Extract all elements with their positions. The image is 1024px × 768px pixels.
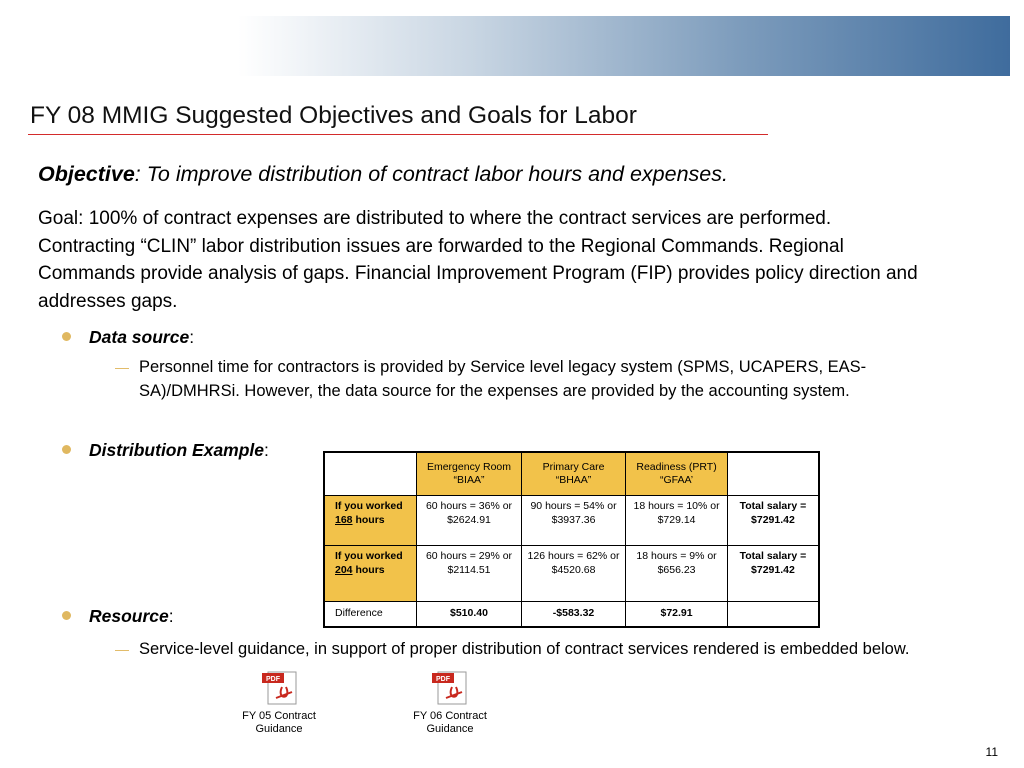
row-label-hours: 168 bbox=[335, 513, 353, 526]
dash-icon: — bbox=[115, 641, 129, 657]
table-header-cell bbox=[727, 452, 819, 496]
bullet-data-source bbox=[62, 327, 194, 348]
row-label-text: hours bbox=[352, 513, 385, 526]
header-gradient-band bbox=[238, 16, 1010, 76]
bullet-resource bbox=[62, 606, 174, 627]
colon: : bbox=[168, 606, 174, 626]
row-label bbox=[324, 496, 417, 546]
bullet-dot-icon bbox=[62, 611, 71, 620]
svg-text:PDF: PDF bbox=[266, 676, 280, 683]
row-label-text: hours bbox=[352, 563, 385, 576]
sub-bullet-data-source bbox=[115, 356, 955, 403]
resource-label: Resource bbox=[89, 606, 169, 626]
table-cell: -$583.32 bbox=[521, 602, 625, 628]
table-cell: $72.91 bbox=[626, 602, 728, 628]
table-cell: $510.40 bbox=[417, 602, 522, 628]
table-header-cell bbox=[324, 452, 417, 496]
data-source-text: Personnel time for contractors is provided by Service level legacy system (SPMS, UCAPERS, EAS-SA)/DMHRSi. However, the data source for the expenses are provided by the accounting system. bbox=[139, 358, 867, 400]
table-total-cell: Total salary = $7291.42 bbox=[727, 496, 819, 546]
colon: : bbox=[264, 440, 269, 460]
bullet-dot-icon bbox=[62, 332, 71, 341]
resource-text: Service-level guidance, in support of proper distribution of contract services rendered is embedded below. bbox=[139, 640, 910, 658]
table-cell: 126 hours = 62% or $4520.68 bbox=[521, 546, 625, 602]
table-cell: 60 hours = 36% or $2624.91 bbox=[417, 496, 522, 546]
page-number: 11 bbox=[985, 745, 998, 759]
objective-text: : To improve distribution of contract labor hours and expenses. bbox=[134, 162, 728, 186]
table-cell: 60 hours = 29% or $2114.51 bbox=[417, 546, 522, 602]
attachment-caption[interactable]: FY 06 Contract Guidance bbox=[413, 710, 487, 735]
table-total-cell: Total salary = $7291.42 bbox=[727, 546, 819, 602]
slide-title: FY 08 MMIG Suggested Objectives and Goals for Labor bbox=[30, 102, 637, 129]
distribution-table bbox=[323, 451, 820, 628]
sub-bullet-resource bbox=[115, 638, 935, 662]
goal-paragraph: Goal: 100% of contract expenses are distributed to where the contract services are performed. Contracting “CLIN” labor distribution issues are forwarded to the Regional Commands. Regional Commands provide analysis of gaps. Financial Improvement Program (FIP) provides policy direction and addresses gaps. bbox=[38, 208, 918, 312]
objective-label: Objective bbox=[38, 162, 135, 186]
row-label bbox=[324, 546, 417, 602]
table-row bbox=[324, 546, 819, 602]
pdf-icon[interactable] bbox=[432, 670, 470, 706]
row-label-text: If you worked bbox=[335, 550, 403, 562]
table-cell: 18 hours = 10% or $729.14 bbox=[626, 496, 728, 546]
table-cell: 18 hours = 9% or $656.23 bbox=[626, 546, 728, 602]
table-header-cell: Primary Care “BHAA” bbox=[521, 452, 625, 496]
objective-line bbox=[38, 162, 728, 187]
table-header-cell: Emergency Room “BIAA” bbox=[417, 452, 522, 496]
table-row bbox=[324, 496, 819, 546]
attachment-caption[interactable]: FY 05 Contract Guidance bbox=[242, 710, 316, 735]
title-underline bbox=[28, 134, 768, 135]
bullet-distribution-example bbox=[62, 440, 269, 461]
row-label-hours: 204 bbox=[335, 563, 353, 576]
table-cell bbox=[727, 602, 819, 628]
pdf-icon[interactable] bbox=[262, 670, 300, 706]
difference-label: Difference bbox=[324, 602, 417, 628]
table-cell: 90 hours = 54% or $3937.36 bbox=[521, 496, 625, 546]
bullet-dot-icon bbox=[62, 445, 71, 454]
table-header-cell: Readiness (PRT) “GFAA’ bbox=[626, 452, 728, 496]
dash-icon: — bbox=[115, 359, 129, 375]
distribution-label: Distribution Example bbox=[89, 440, 265, 460]
table-row-difference bbox=[324, 602, 819, 628]
svg-text:PDF: PDF bbox=[436, 676, 450, 683]
colon: : bbox=[189, 327, 195, 347]
data-source-label: Data source bbox=[89, 327, 190, 347]
row-label-text: If you worked bbox=[335, 500, 403, 512]
table-header-row bbox=[324, 452, 819, 496]
